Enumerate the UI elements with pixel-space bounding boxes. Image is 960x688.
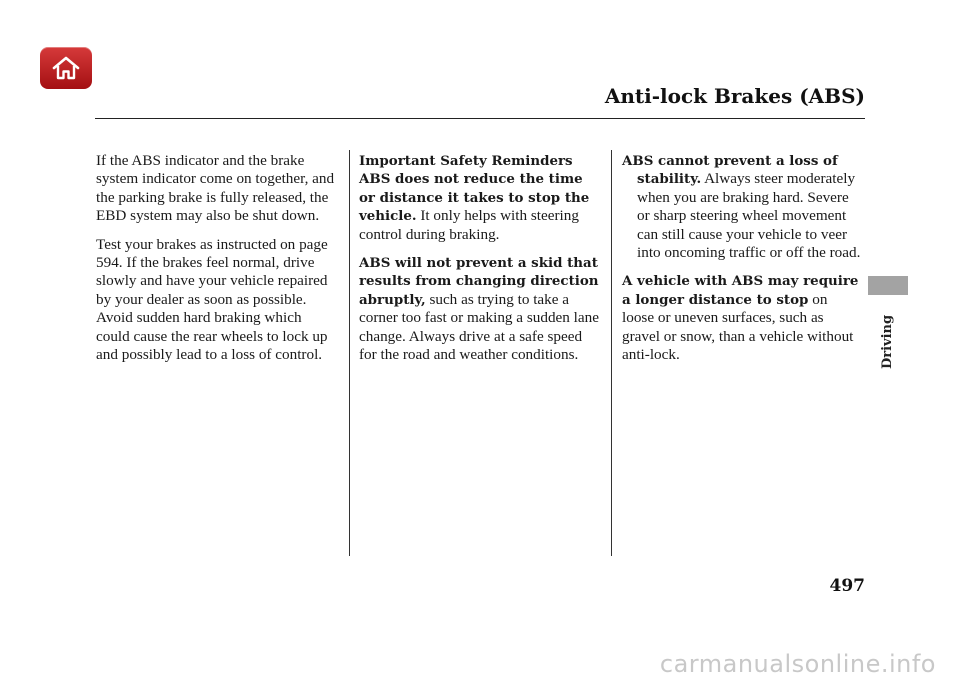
reminder-2-bold: ABS will not prevent a skid that results from changing direction abruptly,	[359, 255, 599, 308]
reminder-3-text: Always steer moderately when you are braking hard. Severe or sharp steering wheel movement can still cause your vehicle to veer into oncoming traffic or off the road.	[637, 170, 861, 262]
column-3	[622, 152, 862, 374]
paragraph-test-brakes: Test your brakes as instructed on page 594. If the brakes feel normal, drive slowly and have your vehicle repaired by your dealer as soon as possible. Avoid sudden hard braking which could cause the rear wheels to lock up and possibly lead to a loss of control.	[96, 235, 328, 364]
section-tab-marker[interactable]	[868, 276, 908, 295]
reminder-1-text: It only helps with steering control during braking.	[359, 207, 579, 243]
title-divider	[95, 118, 865, 119]
column-1	[96, 152, 336, 374]
column-2	[359, 152, 599, 374]
reminder-4-bold: A vehicle with ABS may require a longer distance to stop	[622, 273, 859, 308]
column-divider-1	[349, 150, 350, 556]
section-tab-label: Driving	[880, 314, 895, 369]
column-divider-2	[611, 150, 612, 556]
section-heading: Important Safety Reminders	[359, 153, 573, 169]
reminder-2-text: such as trying to take a corner too fast or making a sudden lane change. Always drive at a safe speed for the road and weather conditions.	[359, 290, 599, 364]
watermark: carmanualsonline.info	[659, 650, 936, 678]
paragraph-ebd-warning: If the ABS indicator and the brake system indicator come on together, and the parking brake is fully released, the EBD system may also be shut down.	[96, 152, 335, 225]
reminder-4-text: on loose or uneven surfaces, such as gravel or snow, than a vehicle without anti-lock.	[622, 290, 854, 364]
page-title: Anti-lock Brakes (ABS)	[604, 84, 865, 108]
home-icon	[51, 55, 81, 81]
home-button[interactable]	[40, 47, 92, 89]
reminder-3-bold: ABS cannot prevent a loss of stability.	[622, 153, 838, 188]
reminder-1-bold: ABS does not reduce the time or distance it takes to stop the vehicle.	[359, 171, 590, 225]
page-number: 497	[829, 576, 865, 596]
